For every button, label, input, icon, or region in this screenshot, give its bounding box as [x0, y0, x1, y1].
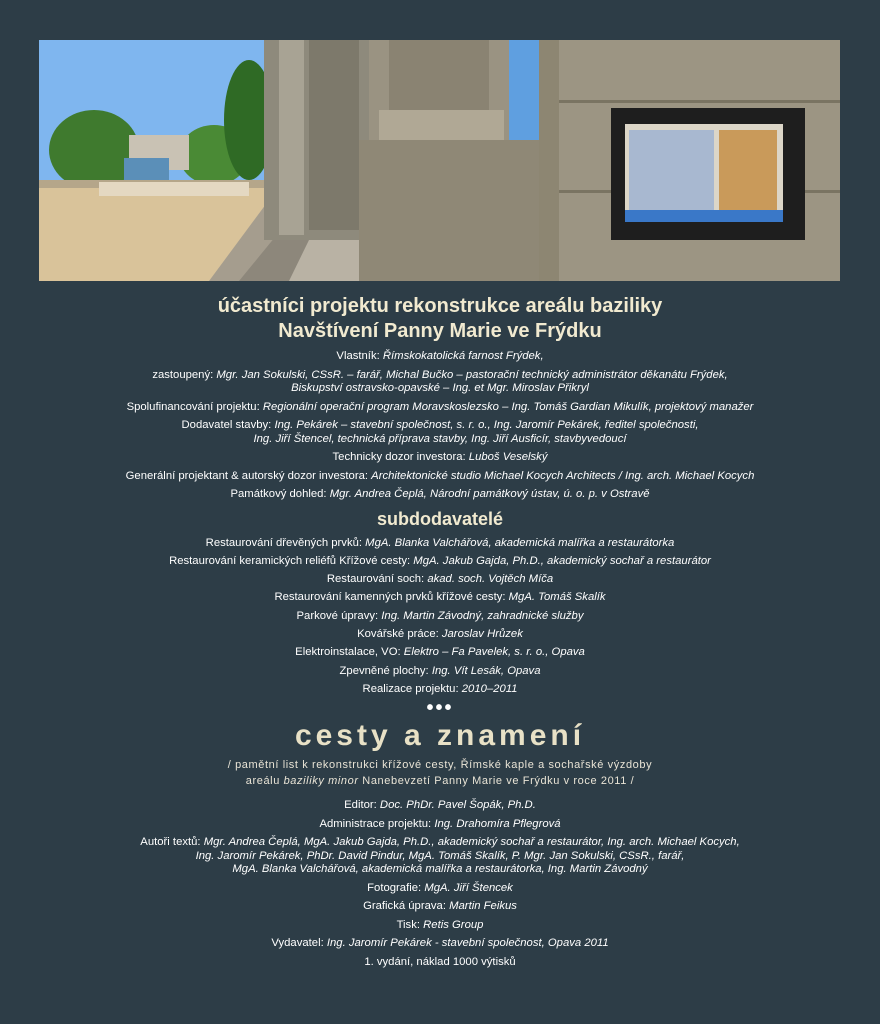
memo-line-2a: areálu — [245, 775, 284, 788]
subcontractor-item — [0, 610, 880, 624]
content — [0, 292, 880, 974]
subcontractor-item — [0, 555, 880, 569]
credit-label: Tisk: — [396, 918, 424, 931]
credit-value: Mgr. Andrea Čeplá, MgA. Jakub Gajda, Ph.D., akademický sochař a restaurátor, Ing. arch. Michael Kocych, — [203, 836, 740, 849]
participant-heritage — [0, 488, 880, 502]
credit-label: Fotografie: — [367, 881, 425, 894]
subcontractor-value: MgA. Jakub Gajda, Ph.D., akademický sochař a restaurátor — [413, 554, 711, 567]
credit-authors — [0, 836, 880, 877]
credit-administration — [0, 818, 880, 832]
credit-photography — [0, 882, 880, 896]
subcontractor-item — [0, 646, 880, 660]
participant-value: Luboš Veselský — [468, 451, 548, 463]
credit-label: Autoři textů: — [140, 836, 204, 849]
subcontractor-item — [0, 537, 880, 551]
subcontractor-value: MgA. Tomáš Skalík — [508, 591, 606, 604]
subcontractor-item — [0, 683, 880, 697]
credit-value: Retis Group — [423, 918, 484, 931]
title-line-1: účastníci projektu rekonstrukce areálu baziliky — [217, 295, 663, 317]
subcontractor-label: Restaurování soch: — [326, 573, 428, 586]
credit-publisher — [0, 937, 880, 951]
participant-label: Památkový dohled: — [230, 488, 330, 500]
participant-label: Spolufinancování projektu: — [126, 400, 263, 413]
credit-value: Martin Feikus — [449, 900, 517, 913]
page-title — [0, 294, 880, 344]
book-title: cesty a znamení — [294, 719, 586, 753]
participant-label: Technicky dozor investora: — [332, 451, 469, 463]
participant-owner — [0, 350, 880, 364]
credit-label: Editor: — [344, 799, 380, 812]
participant-value: Mgr. Jan Sokulski, CSsR. – farář, Michal Bučko – pastorační technický administrátor děkanátu Frýdek, — [216, 368, 728, 381]
participant-supervision — [0, 451, 880, 465]
participant-cofinancing — [0, 401, 880, 415]
credit-value: MgA. Jiří Štencek — [424, 881, 513, 894]
subcontractor-label: Parkové úpravy: — [296, 609, 382, 622]
subcontractor-item — [0, 665, 880, 679]
subcontractors-list — [0, 537, 880, 697]
participant-value: Regionální operační program Moravskoslezsko – Ing. Tomáš Gardian Mikulík, projektový manažer — [262, 400, 754, 413]
subcontractor-value: Ing. Martin Závodný, zahradnické služby — [381, 609, 584, 622]
subcontractor-item — [0, 591, 880, 605]
participant-value: Mgr. Andrea Čeplá, Národní památkový ústav, ú. o. p. v Ostravě — [329, 488, 650, 500]
subcontractor-value: MgA. Blanka Valchářová, akademická malířka a restaurátorka — [365, 536, 675, 549]
credit-value-cont: Ing. Jaromír Pekárek, PhDr. David Pindur, MgA. Tomáš Skalík, P. Mgr. Jan Sokulski, CSsR., farář, — [195, 849, 685, 862]
subcontractor-label: Zpevněné plochy: — [339, 664, 432, 677]
subcontractor-label: Restaurování keramických reliéfů Křížové cesty: — [169, 554, 414, 567]
credit-label: Grafická úprava: — [363, 900, 450, 913]
credit-value: Ing. Drahomíra Pflegrová — [434, 817, 561, 830]
participant-value: Architektonické studio Michael Kocych Architects / Ing. arch. Michael Kocych — [371, 469, 755, 482]
memo-line-2b: baziliky minor — [283, 775, 359, 788]
credit-label: Administrace projektu: — [319, 817, 435, 830]
subcontractor-value: akad. soch. Vojtěch Míča — [427, 573, 554, 586]
title-line-2: Navštívení Panny Marie ve Frýdku — [278, 320, 602, 342]
participant-represented — [0, 369, 880, 396]
subcontractor-item — [0, 628, 880, 642]
subcontractor-item — [0, 573, 880, 587]
memo-line-2c: Nanebevzetí Panny Marie ve Frýdku v roce 2011 / — [358, 775, 635, 788]
participant-value-cont: Ing. Jiří Štencel, technická příprava stavby, Ing. Jiří Ausficír, stavbyvedoucí — [253, 432, 627, 445]
subcontractor-value: Jaroslav Hrůzek — [441, 627, 523, 640]
subcontractor-label: Elektroinstalace, VO: — [295, 646, 404, 659]
participants-list — [0, 350, 880, 502]
credit-editor — [0, 799, 880, 813]
participant-contractor — [0, 419, 880, 446]
participant-value-cont: Biskupství ostravsko-opavské – Ing. et Mgr. Miroslav Přikryl — [291, 382, 589, 394]
basilica-photo — [39, 40, 840, 281]
subcontractor-value: Ing. Vít Lesák, Opava — [431, 664, 541, 677]
subcontractor-label: Restaurování dřevěných prvků: — [205, 536, 366, 549]
memo-line-1: / pamětní list k rekonstrukci křížové cesty, Římské kaple a sochařské výzdoby — [227, 759, 653, 772]
participant-label: Dodavatel stavby: — [181, 419, 275, 431]
participant-designer — [0, 470, 880, 484]
participant-label: Generální projektant & autorský dozor investora: — [125, 469, 372, 482]
credit-label: Vydavatel: — [271, 937, 327, 950]
participant-label: Vlastník: — [336, 350, 383, 362]
separator-dots: ••• — [426, 697, 454, 720]
subcontractor-value: Elektro – Fa Pavelek, s. r. o., Opava — [403, 646, 585, 659]
credit-value-cont: MgA. Blanka Valchářová, akademická malířka a restaurátorka, Ing. Martin Závodný — [232, 863, 648, 876]
participant-value: Ing. Pekárek – stavební společnost, s. r. o., Ing. Jaromír Pekárek, ředitel společnosti, — [274, 419, 699, 431]
credits-list — [0, 799, 880, 969]
credit-value: Ing. Jaromír Pekárek - stavební společnost, Opava 2011 — [326, 937, 609, 950]
subcontractor-label: Kovářské práce: — [357, 627, 442, 640]
subcontractor-label: Restaurování kamenných prvků křížové cesty: — [274, 591, 509, 604]
edition-info: 1. vydání, náklad 1000 výtisků — [364, 955, 516, 968]
credit-value: Doc. PhDr. Pavel Šopák, Ph.D. — [379, 799, 536, 812]
credit-print — [0, 919, 880, 933]
participant-label: zastoupený: — [152, 368, 217, 381]
subcontractor-label: Realizace projektu: — [362, 682, 462, 695]
credit-graphic-design — [0, 900, 880, 914]
participant-value: Římskokatolická farnost Frýdek, — [382, 350, 544, 362]
subcontractor-value: 2010–2011 — [461, 682, 518, 695]
memo-subtitle — [0, 757, 880, 789]
subcontractors-heading: subdodavatelé — [376, 508, 504, 529]
